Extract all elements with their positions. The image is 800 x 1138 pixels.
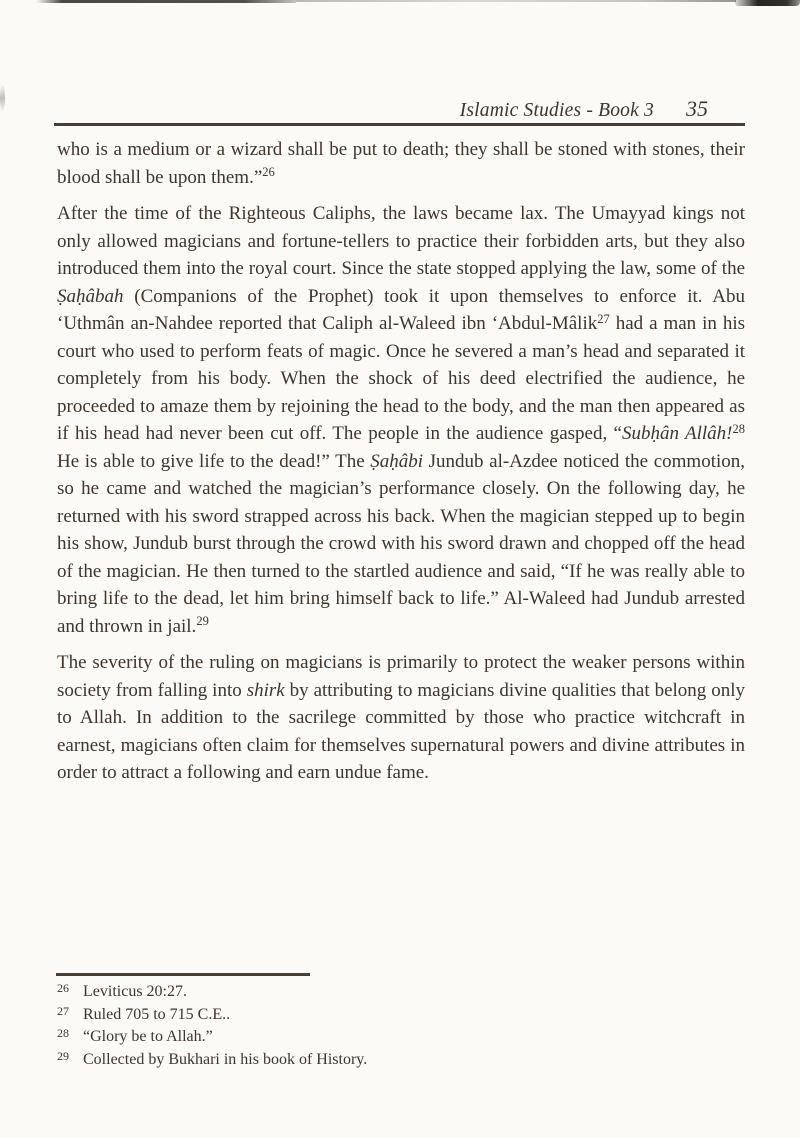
footnote-separator xyxy=(56,973,310,976)
footnote-marker: 28 xyxy=(57,1026,69,1040)
footnote-text: Ruled 705 to 715 C.E.. xyxy=(83,1005,231,1023)
footnote-item xyxy=(56,1004,745,1026)
footnote-list xyxy=(56,981,745,1071)
header-rule xyxy=(54,123,745,126)
running-head-title: Islamic Studies - Book 3 xyxy=(459,100,654,121)
footnote-text: Leviticus 20:27. xyxy=(83,983,187,1000)
scan-artifact-top-edge-right xyxy=(735,0,800,6)
page-header xyxy=(56,96,745,122)
paragraph-quote-continuation: who is a medium or a wizard shall be put to death; they shall be stoned with stones, their blood shall be upon them.”$^{26}$ xyxy=(57,139,745,188)
scan-artifact-top-edge-middle xyxy=(296,0,736,2)
footnote-item xyxy=(56,1049,745,1071)
footnote-text: Collected by Bukhari in his book of History. xyxy=(83,1050,368,1068)
scan-artifact-left-smudge xyxy=(0,84,5,112)
body-text xyxy=(57,136,745,796)
footnote-marker: 26 xyxy=(57,981,69,995)
footnote-item xyxy=(56,1026,745,1048)
footnote-item xyxy=(56,981,745,1003)
footnote-marker: 27 xyxy=(57,1003,69,1018)
footnote-text: “Glory be to Allah.” xyxy=(83,1028,213,1045)
paragraph-severity-ruling: The severity of the ruling on magicians is primarily to protect the weaker persons within society from falling into shirk by attributing to magicians divine qualities that belong only to Allah. In addition to the sacrilege committed by those who practice witchcraft in earnest, magicians often claim for themselves supernatural powers and divine attributes in order to attract a following and earn undue fame. xyxy=(57,652,746,783)
footnote-marker: 29 xyxy=(57,1048,69,1063)
paragraph-umayyad-story: After the time of the Righteous Caliphs, the laws became lax. The Umayyad kings not only allowed magicians and fortune-tellers to practice their forbidden arts, but they also introduced them into the royal court. Since the state stopped applying the law, some of the Ṣaḥâbah (Companions of the Prophet) took it upon themselves to enforce it. Abu ‘Uthmân an-Nahdee reported that Caliph al-Waleed ibn ‘Abdul-Mâlik$^{27}$ had a man in his court who used to perform feats of magic. Once he severed a man’s head and separated it completely from his body. When the shock of his deed electrified the audience, he proceeded to amaze them by rejoining the head to the body, and the man then appeared as if his head had never been cut off. The people in the audience gasped, “Subḥân Allâh!$^{28}$ He is able to give life to the dead!” The Ṣaḥâbi Jundub al-Azdee noticed the commotion, so he came and watched the magician’s performance closely. On the following day, he returned with his sword strapped across his back. When the magician stepped up to begin his show, Jundub burst through the crowd with his sword drawn and chopped off the head of the magician. He then turned to the startled audience and said, “If he was really able to bring life to the dead, let him bring himself back to life.” Al-Waleed had Jundub arrested and thrown in jail.$^{29}$ xyxy=(57,203,746,637)
scan-artifact-top-edge-left xyxy=(36,0,296,3)
page-number: 35 xyxy=(686,96,708,121)
